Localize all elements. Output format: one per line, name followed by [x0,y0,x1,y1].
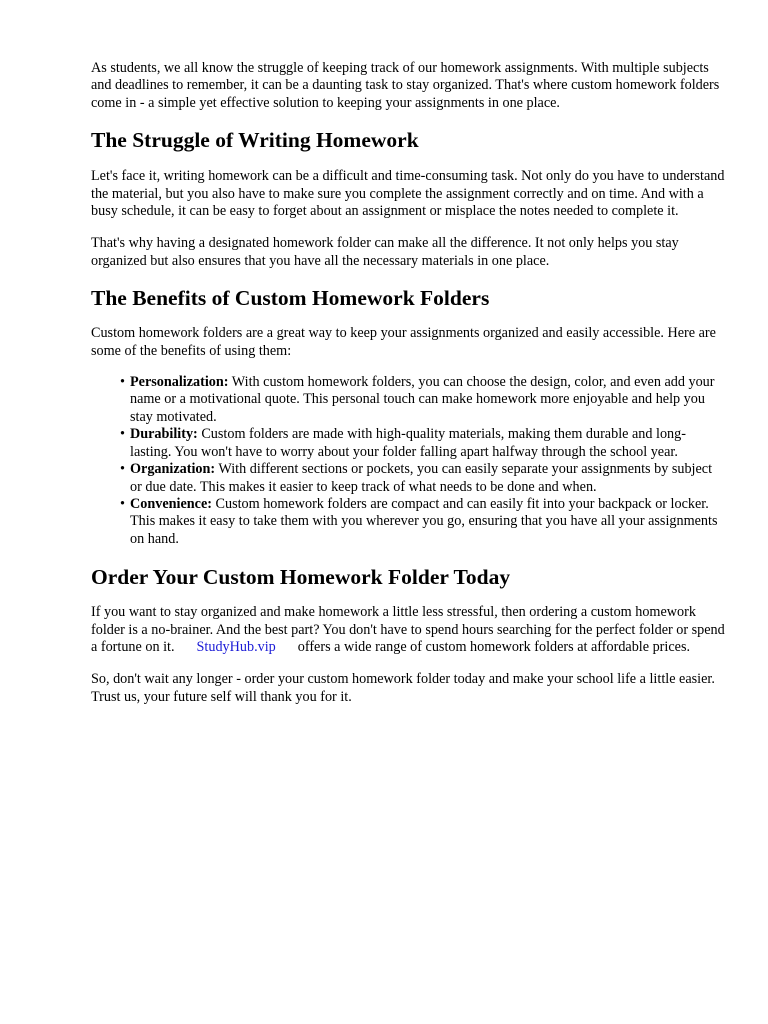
list-item [120,461,727,496]
order-text-after-link: offers a wide range of custom homework folders at affordable prices. [297,638,691,655]
list-item [120,426,727,461]
benefit-term: Convenience: [130,495,212,512]
benefit-term: Organization: [130,461,216,478]
intro-paragraph: As students, we all know the struggle of keeping track of our homework assignments. With multiple subjects and deadlines to remember, it can be a daunting task to stay organized. That's where custom homework folders come in - a simple yet effective solution to keeping your assignments in one place. [91,60,720,111]
section-heading-order: Order Your Custom Homework Folder Today [91,565,511,590]
benefits-intro-paragraph: Custom homework folders are a great way to keep your assignments organized and easily accessible. Here are some of the benefits of using them: [91,325,716,359]
order-paragraph-1 [91,604,727,656]
benefit-term: Durability: [130,426,198,443]
document-page [91,60,727,706]
benefit-text: Custom homework folders are compact and can easily fit into your backpack or locker. This makes it easy to take them with you wherever you go, ensuring that you have all your assignments on hand. [130,495,718,547]
list-item [120,374,727,426]
studyhub-link[interactable]: StudyHub.vip [196,638,276,655]
struggle-paragraph-1: Let's face it, writing homework can be a difficult and time-consuming task. Not only do you have to understand the material, but you also have to make sure you complete the assignment correctly and on time. And with a busy schedule, it can be easy to forget about an assignment or misplace the notes needed to complete it. [91,168,725,220]
list-item [120,495,727,548]
bullet-icon: • [120,461,125,478]
bullet-icon: • [120,495,125,512]
section-heading-benefits: The Benefits of Custom Homework Folders [91,286,490,311]
benefits-list [91,374,727,548]
benefit-text: With custom homework folders, you can choose the design, color, and even add your name or a motivational quote. This personal touch can make homework more enjoyable and help you stay motivated. [130,374,715,425]
section-heading-struggle: The Struggle of Writing Homework [91,128,419,153]
benefit-term: Personalization: [130,374,229,391]
struggle-paragraph-2: That's why having a designated homework folder can make all the difference. It not only helps you stay organized but also ensures that you have all the necessary materials in one place. [91,235,679,269]
bullet-icon: • [120,426,125,443]
benefit-text: Custom folders are made with high-quality materials, making them durable and long-lasting. You won't have to worry about your folder falling apart halfway through the school year. [130,426,686,460]
order-paragraph-2: So, don't wait any longer - order your custom homework folder today and make your school life a little easier. Trust us, your future self will thank you for it. [91,671,715,705]
benefit-text: With different sections or pockets, you can easily separate your assignments by subject or due date. This makes it easier to keep track of what needs to be done and when. [130,461,713,495]
order-text-before-link: If you want to stay organized and make homework a little less stressful, then ordering a custom homework folder is a no-brainer. And the best part? You don't have to spend hours searching for the perfect folder or spend a fortune on it. [91,604,725,655]
bullet-icon: • [120,374,125,391]
